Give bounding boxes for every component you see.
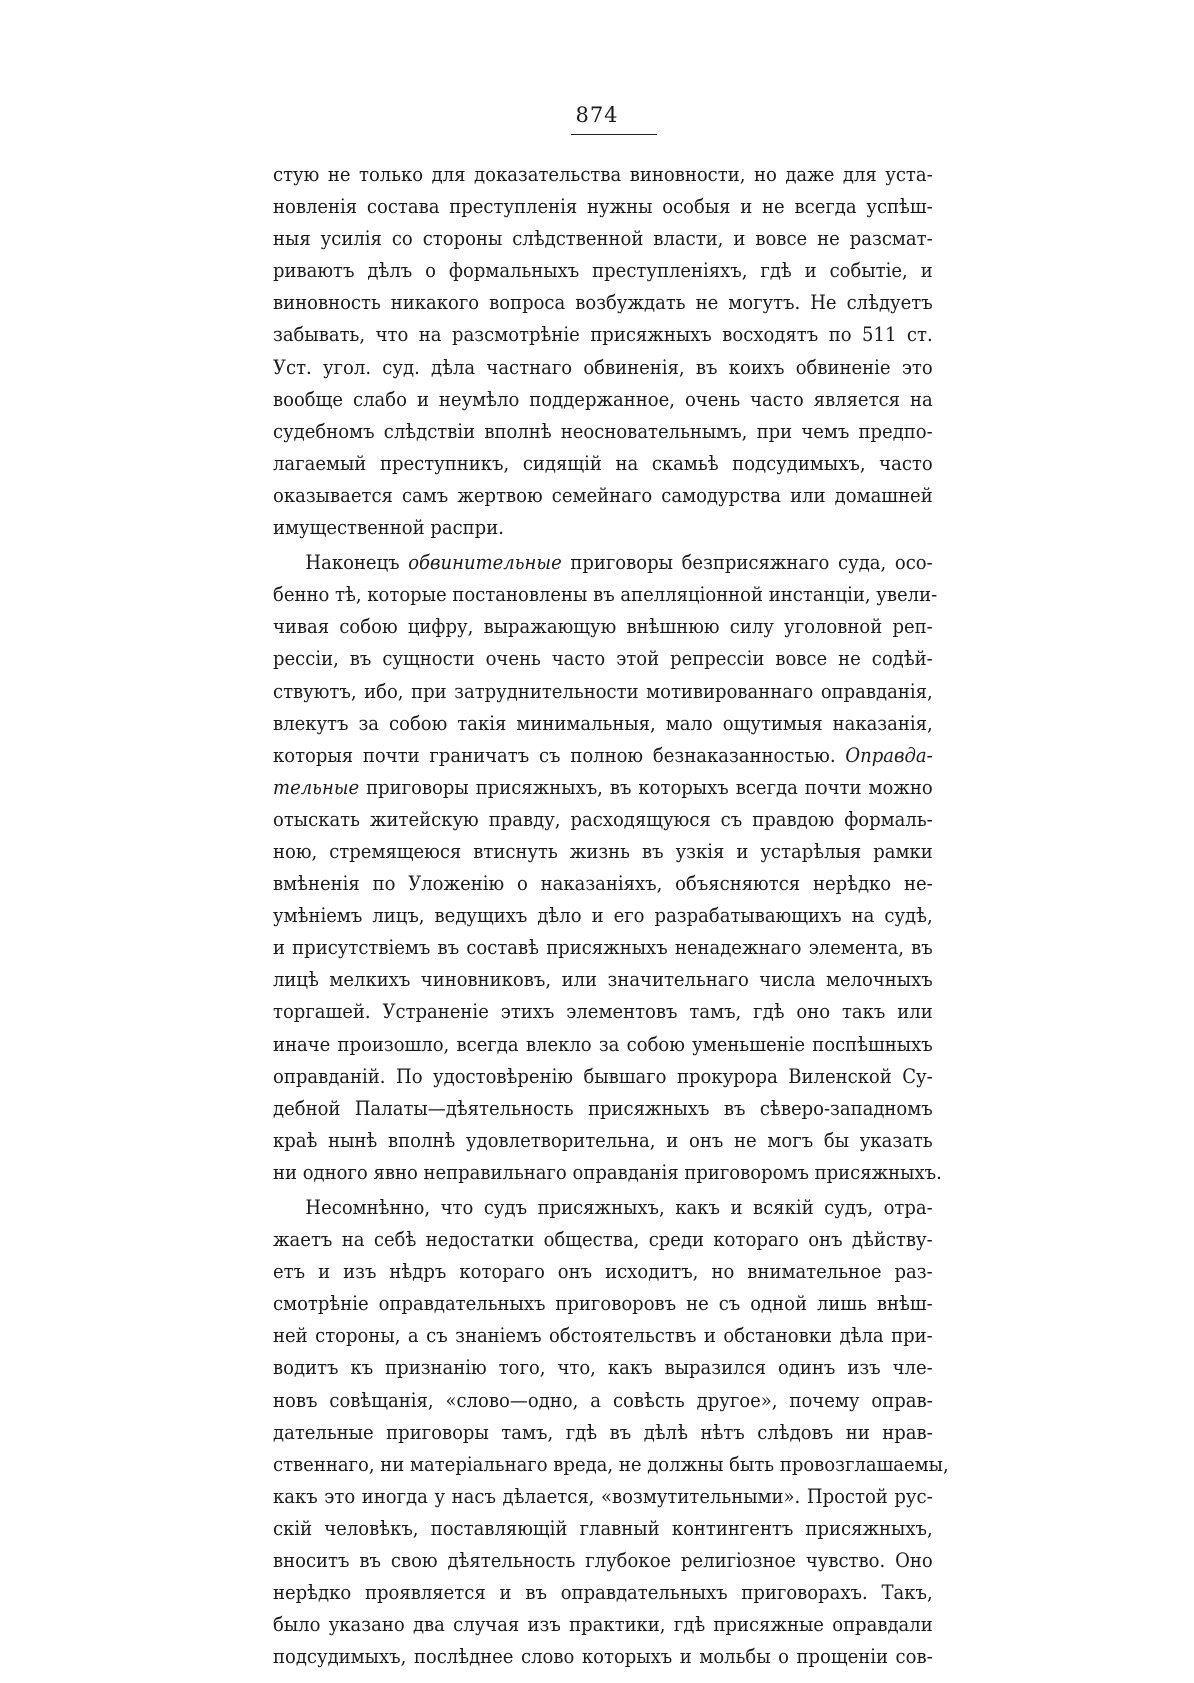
text-line: чивая собою цифру, выражающую внѣшнюю силу уголовной реп- — [273, 614, 933, 639]
text-line: торгашей. Устраненіе этихъ элементовъ тамъ, гдѣ оно такъ или — [273, 999, 933, 1024]
text-line: дательные приговоры тамъ, гдѣ въ дѣлѣ нѣтъ слѣдовъ ни нрав- — [273, 1419, 933, 1444]
text-line: вмѣненія по Уложенію о наказаніяхъ, объясняются нерѣдко не- — [273, 871, 933, 896]
text-segment: приговоры присяжныхъ, въ которыхъ всегда почти можно — [359, 774, 933, 799]
text-line: ствуютъ, ибо, при затруднительности мотивированнаго оправданія, — [273, 678, 933, 703]
text-line: было указано два случая изъ практики, гдѣ присяжные оправдали — [273, 1612, 933, 1637]
text-line: водитъ къ признанію того, что, какъ выразился одинъ изъ чле- — [273, 1355, 933, 1380]
text-line: виновность никакого вопроса возбуждать не могутъ. Не слѣдуетъ — [273, 290, 933, 315]
text-line — [273, 739, 933, 771]
text-line: риваютъ дѣлъ о формальныхъ преступленіяхъ, гдѣ и событіе, и — [273, 258, 933, 283]
text-line — [273, 546, 933, 578]
text-line: рессіи, въ сущности очень часто этой репрессіи вовсе не содѣй- — [273, 646, 933, 671]
text-line: нерѣдко проявляется и въ оправдательныхъ приговорахъ. Такъ, — [273, 1580, 933, 1605]
text-line: краѣ нынѣ вполнѣ удовлетворительна, и онъ не могъ бы указать — [273, 1127, 933, 1152]
header-rule — [571, 134, 657, 135]
text-line: скій человѣкъ, поставляющій главный контингентъ присяжныхъ, — [273, 1515, 933, 1540]
text-line: забывать, что на разсмотрѣніе присяжныхъ восходятъ по 511 ст. — [273, 322, 933, 347]
text-line: ною, стремящеюся втиснуть жизнь въ узкія и устарѣлыя рамки — [273, 838, 933, 863]
text-line: умѣніемъ лицъ, ведущихъ дѣло и его разрабатывающихъ на судѣ, — [273, 903, 933, 928]
text-line: Уст. угол. суд. дѣла частнаго обвиненія, въ коихъ обвиненіе это — [273, 354, 933, 379]
page-number: 874 — [575, 103, 619, 127]
text-line: отыскать житейскую правду, расходящуюся съ правдою формаль- — [273, 806, 933, 831]
text-line: иначе произошло, всегда влекло за собою уменьшеніе поспѣшныхъ — [273, 1031, 933, 1056]
text-line: имущественной распри. — [273, 515, 504, 540]
text-line: ственнаго, ни матеріальнаго вреда, не должны быть провозглашаемы, — [273, 1451, 949, 1476]
text-line: ней стороны, а съ знаніемъ обстоятельствъ и обстановки дѣла при- — [273, 1323, 933, 1348]
text-line: судебномъ слѣдствіи вполнѣ неосновательнымъ, при чемъ предпо- — [273, 418, 933, 443]
text-line: оказывается самъ жертвою семейнаго самодурства или домашней — [273, 482, 933, 507]
text-line: подсудимыхъ, послѣднее слово которыхъ и мольбы о прощеніи сов- — [273, 1644, 933, 1669]
text-line: Несомнѣнно, что судъ присяжныхъ, какъ и всякій судъ, отра- — [305, 1195, 933, 1219]
italic-text: обвинительные — [408, 550, 562, 575]
text-segment: приговоры безприсяжнаго суда, осо- — [561, 550, 933, 575]
text-line: новъ совѣщанія, «слово—одно, а совѣсть другое», почему оправ- — [273, 1387, 933, 1412]
text-line: какъ это иногда у насъ дѣлается, «возмутительными». Простой рус- — [273, 1483, 933, 1508]
text-line: ни одного явно неправильнаго оправданія приговоромъ присяжныхъ. — [273, 1159, 942, 1184]
text-line: етъ и изъ нѣдръ котораго онъ исходитъ, но внимательное раз- — [273, 1259, 933, 1284]
text-segment: которыя почти граничатъ съ полною безнаказанностью. — [273, 742, 846, 767]
text-line: лагаемый преступникъ, сидящій на скамьѣ подсудимыхъ, часто — [273, 450, 933, 475]
text-line: ныя усилія со стороны слѣдственной власти, и вовсе не разсмат- — [273, 226, 933, 251]
text-segment: Наконецъ — [305, 550, 409, 575]
italic-text: тельные — [273, 774, 360, 799]
text-line: влекутъ за собою такія минимальныя, мало ощутимыя наказанія, — [273, 710, 933, 735]
text-line: вообще слабо и неумѣло поддержанное, очень часто является на — [273, 386, 933, 411]
text-line: бенно тѣ, которые постановлены въ апелляціонной инстанціи, увели- — [273, 582, 938, 607]
text-line: жаетъ на себѣ недостатки общества, среди котораго онъ дѣйству- — [273, 1227, 933, 1252]
text-line: новленія состава преступленія нужны особыя и не всегда успѣш- — [273, 194, 933, 219]
italic-text: Оправда- — [845, 742, 933, 767]
body-text — [273, 158, 949, 1672]
text-line: и присутствіемъ въ составѣ присяжныхъ ненадежнаго элемента, въ — [273, 935, 933, 960]
text-line: лицѣ мелкихъ чиновниковъ, или значительнаго числа мелочныхъ — [273, 967, 933, 992]
text-line: стую не только для доказательства виновности, но даже для уста- — [273, 162, 933, 186]
text-line: дебной Палаты—дѣятельность присяжныхъ въ сѣверо-западномъ — [273, 1095, 933, 1120]
text-line: смотрѣніе оправдательныхъ приговоровъ не съ одной лишь внѣш- — [273, 1291, 933, 1316]
text-line: оправданій. По удостовѣренію бывшаго прокурора Виленской Су- — [273, 1063, 933, 1088]
text-line — [273, 771, 933, 803]
text-line: вноситъ въ свою дѣятельность глубокое религіозное чувство. Оно — [273, 1548, 933, 1573]
